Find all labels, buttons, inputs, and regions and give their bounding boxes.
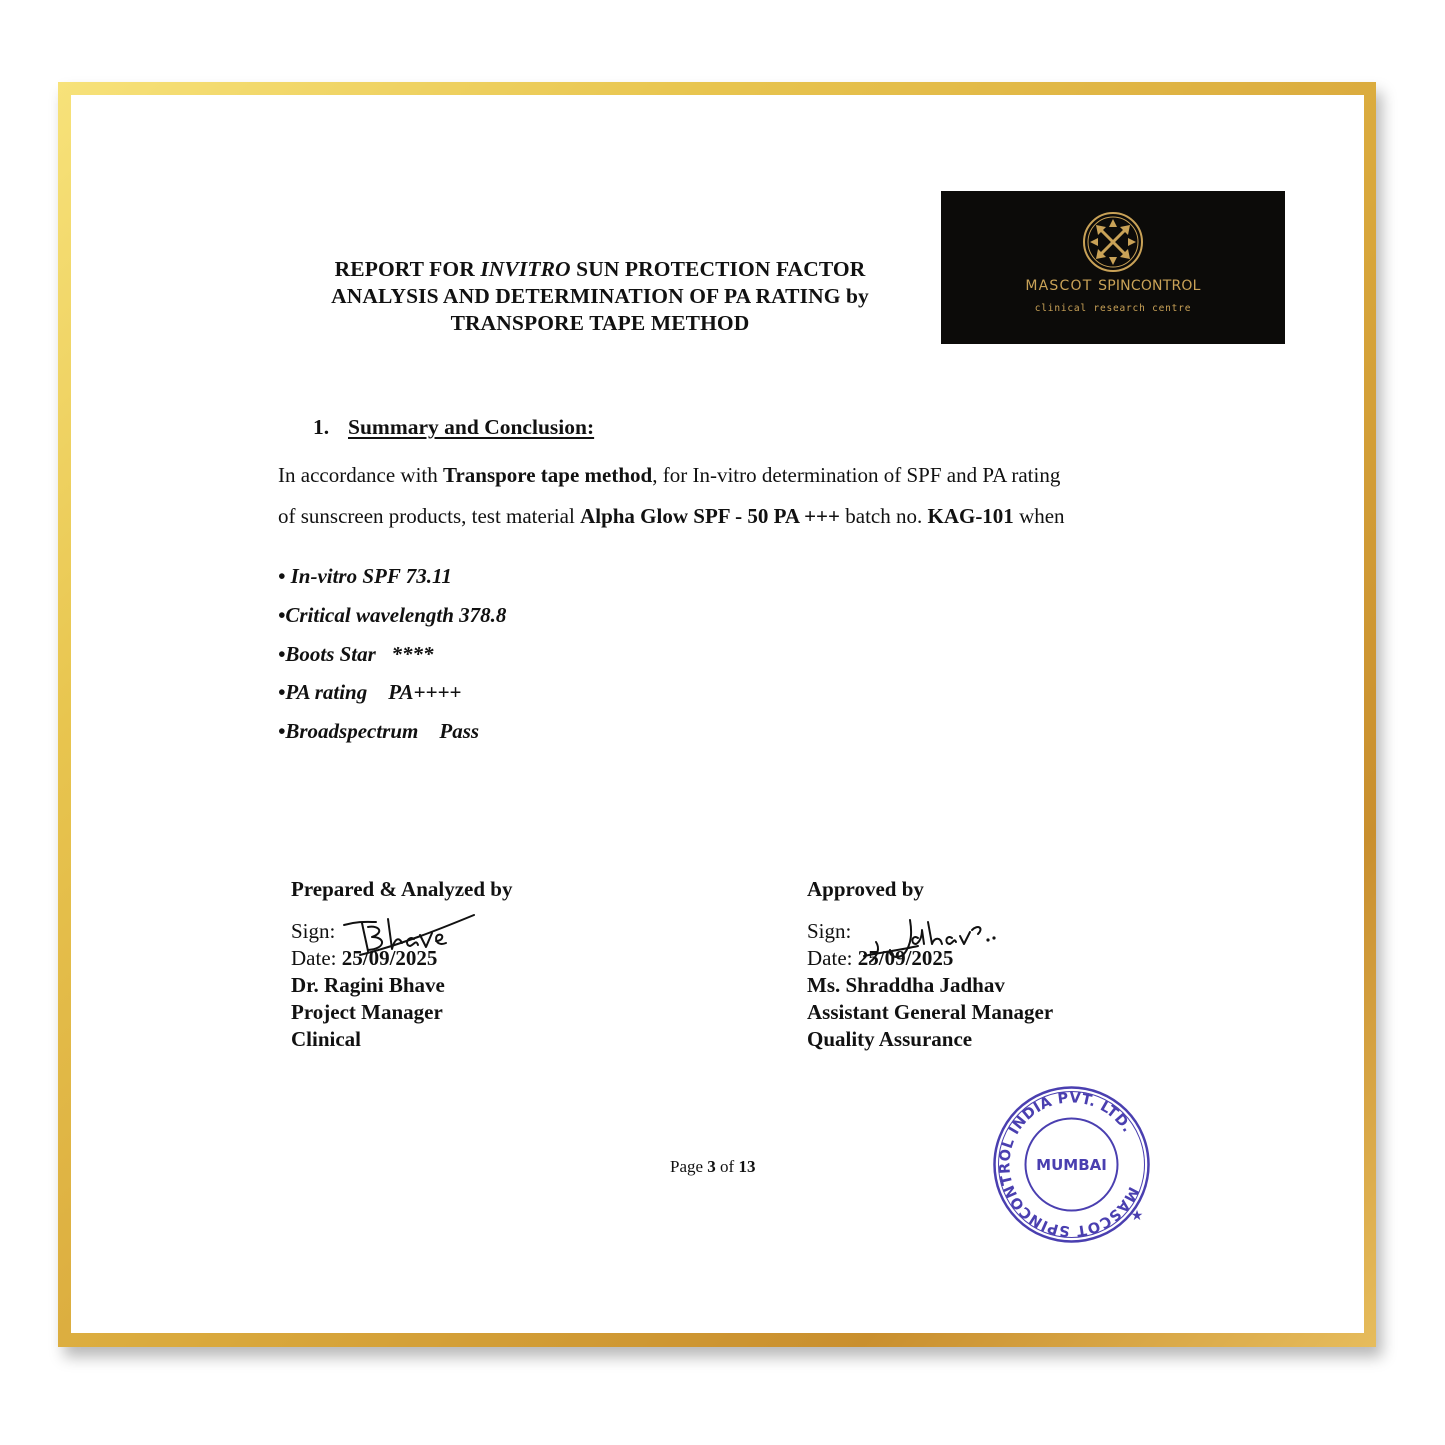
result-critical-wavelength: •Critical wavelength 378.8: [278, 603, 507, 627]
signature-bhave: [340, 905, 480, 957]
title-line-3: TRANSPORE TAPE METHOD: [450, 311, 750, 335]
approved-sign-label: Sign:: [807, 919, 852, 943]
logo-brand: MASCOT SPINCONTROL: [1025, 278, 1201, 294]
paragraph-line-1: In accordance with Transpore tape method, for In-vitro determination of SPF and PA rating: [278, 463, 1061, 487]
prepared-date: Date: 25/09/2025: [291, 946, 438, 970]
company-stamp: [989, 1082, 1154, 1247]
prepared-sign-label: Sign:: [291, 919, 336, 943]
stamp-star-icon: ★: [1130, 1208, 1144, 1224]
stamp-center-text: MUMBAI: [1036, 1156, 1107, 1174]
approved-role: Assistant General Manager: [807, 1000, 1054, 1024]
prepared-dept: Clinical: [291, 1027, 362, 1051]
section-number: 1.: [313, 415, 330, 439]
result-broadspectrum: •Broadspectrum Pass: [278, 719, 480, 743]
result-boots-star: •Boots Star ****: [278, 642, 434, 666]
prepared-role: Project Manager: [291, 1000, 443, 1024]
result-pa-rating: •PA rating PA++++: [278, 680, 462, 704]
title-line-2: ANALYSIS AND DETERMINATION OF PA RATING by: [331, 284, 869, 308]
section-title: Summary and Conclusion:: [348, 415, 595, 439]
company-logo: [941, 191, 1285, 344]
compass-arrows-icon: [1082, 211, 1144, 273]
stamp-ring-text: MASCOT SPINCONTROL INDIA PVT. LTD.: [997, 1090, 1141, 1239]
report-title: [280, 256, 920, 337]
result-spf: • In-vitro SPF 73.11: [278, 564, 452, 588]
title-line-1: REPORT FOR INVITRO SUN PROTECTION FACTOR: [334, 257, 866, 281]
prepared-name: Dr. Ragini Bhave: [291, 973, 445, 997]
approved-date: Date: 25/09/2025: [807, 946, 954, 970]
logo-tagline: clinical research centre: [1034, 303, 1192, 314]
prepared-block: [291, 876, 512, 1053]
paragraph-line-2: of sunscreen products, test material Alpha Glow SPF - 50 PA +++ batch no. KAG-101 when: [278, 504, 1065, 528]
approved-dept: Quality Assurance: [807, 1027, 973, 1051]
signature-jadhav: [860, 912, 1005, 967]
approved-name: Ms. Shraddha Jadhav: [807, 973, 1005, 997]
prepared-heading: Prepared & Analyzed by: [291, 877, 513, 901]
page-number: Page 3 of 13: [670, 1157, 756, 1176]
section-heading: [313, 415, 594, 440]
approved-heading: Approved by: [807, 877, 924, 901]
